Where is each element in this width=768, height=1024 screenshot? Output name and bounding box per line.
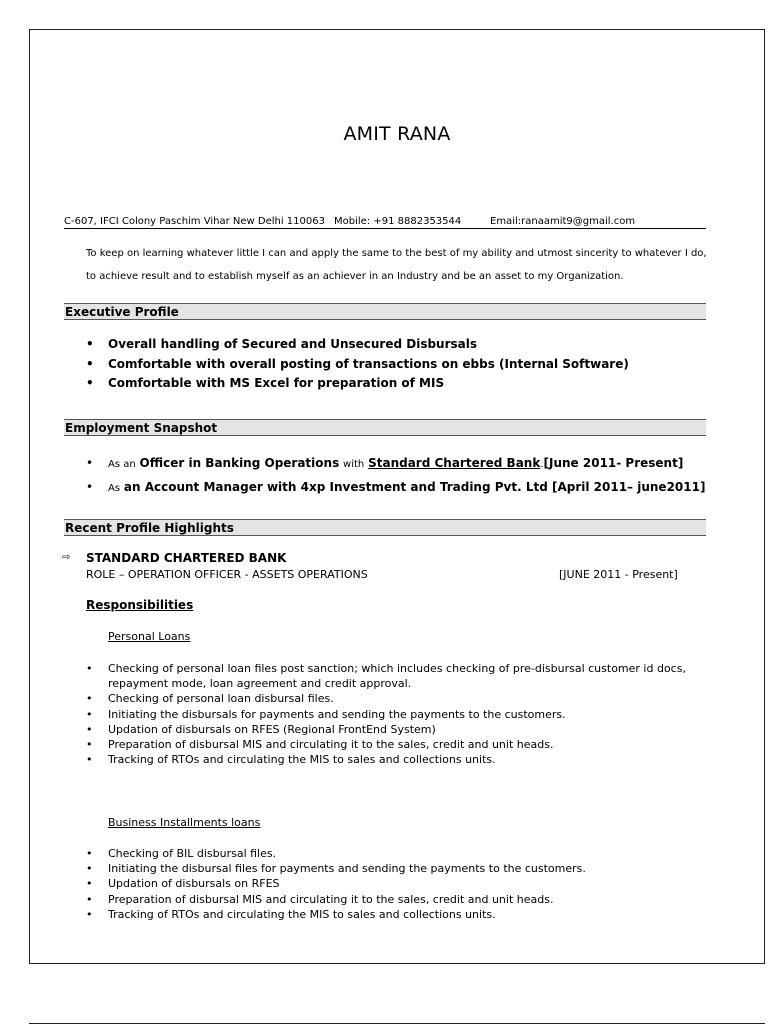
employment-list xyxy=(86,452,705,500)
list-item: • Preparation of disbursal MIS and circulating it to the sales, credit and unit heads. xyxy=(86,892,711,907)
right-arrow-icon: ⇨ xyxy=(62,552,71,563)
list-item: • Checking of BIL disbursal files. xyxy=(86,846,711,861)
contact-mobile: Mobile: +91 8882353544 xyxy=(334,216,462,227)
section-title: Recent Profile Highlights xyxy=(65,521,234,535)
list-item xyxy=(86,452,705,476)
personal-loans-list xyxy=(86,661,711,767)
business-loans-list xyxy=(86,846,711,922)
business-loans-heading: Business Installments loans xyxy=(108,816,261,829)
list-item: • Comfortable with overall posting of transactions on ebbs (Internal Software) xyxy=(86,355,629,375)
list-item: • Checking of personal loan files post sanction; which includes checking of pre-disbursal customer id docs, repayment mode, loan agreement and credit approval. xyxy=(86,661,711,691)
contact-email: Email:ranaamit9@gmail.com xyxy=(490,216,636,227)
employment-prefix: As xyxy=(108,483,121,494)
list-item: • Updation of disbursals on RFES (Regional FrontEnd System) xyxy=(86,722,711,737)
section-recent-highlights xyxy=(64,519,706,536)
personal-loans-heading: Personal Loans xyxy=(108,630,191,643)
responsibilities-heading: Responsibilities xyxy=(86,598,194,612)
employment-with: with xyxy=(343,459,365,470)
candidate-name: AMIT RANA xyxy=(343,123,451,145)
highlight-period: [JUNE 2011 - Present] xyxy=(559,568,678,581)
list-item: • Tracking of RTOs and circulating the MIS to sales and collections units. xyxy=(86,752,711,767)
list-item: • Initiating the disbursal files for payments and sending the payments to the customers. xyxy=(86,861,711,876)
list-item: • Initiating the disbursals for payments and sending the payments to the customers. xyxy=(86,707,711,722)
section-title: Executive Profile xyxy=(65,305,179,319)
list-item xyxy=(86,476,705,500)
section-employment-snapshot xyxy=(64,419,706,436)
employment-title: Officer in Banking Operations xyxy=(139,456,340,470)
career-objective: To keep on learning whatever little I can and apply the same to the best of my ability and utmost sincerity to whatever I do, to achieve result and to establish myself as an achiever in an Industry and be an asset to my Organization. xyxy=(86,248,707,282)
list-item: • Comfortable with MS Excel for preparation of MIS xyxy=(86,374,629,394)
highlight-company: STANDARD CHARTERED BANK xyxy=(86,551,287,565)
employment-separator: . xyxy=(540,459,544,470)
list-item: • Tracking of RTOs and circulating the MIS to sales and collections units. xyxy=(86,907,711,922)
list-item: • Preparation of disbursal MIS and circulating it to the sales, credit and unit heads. xyxy=(86,737,711,752)
resume-page xyxy=(29,29,765,964)
list-item: • Updation of disbursals on RFES xyxy=(86,876,711,891)
executive-profile-list xyxy=(86,335,629,394)
section-executive-profile xyxy=(64,303,706,320)
section-title: Employment Snapshot xyxy=(65,421,218,435)
contact-line xyxy=(64,216,706,229)
contact-address: C-607, IFCI Colony Paschim Vihar New Delhi 110063 xyxy=(64,216,325,227)
list-item: • Overall handling of Secured and Unsecured Disbursals xyxy=(86,335,629,355)
employment-title: an Account Manager with 4xp Investment and Trading Pvt. Ltd [April 2011– june2011] xyxy=(123,480,706,494)
list-item: • Checking of personal loan disbursal files. xyxy=(86,691,711,706)
employment-period: [June 2011- Present] xyxy=(543,456,684,470)
employment-company: Standard Chartered Bank xyxy=(368,456,541,470)
highlight-role: ROLE – OPERATION OFFICER - ASSETS OPERATIONS xyxy=(86,568,368,581)
employment-prefix: As an xyxy=(108,459,136,470)
